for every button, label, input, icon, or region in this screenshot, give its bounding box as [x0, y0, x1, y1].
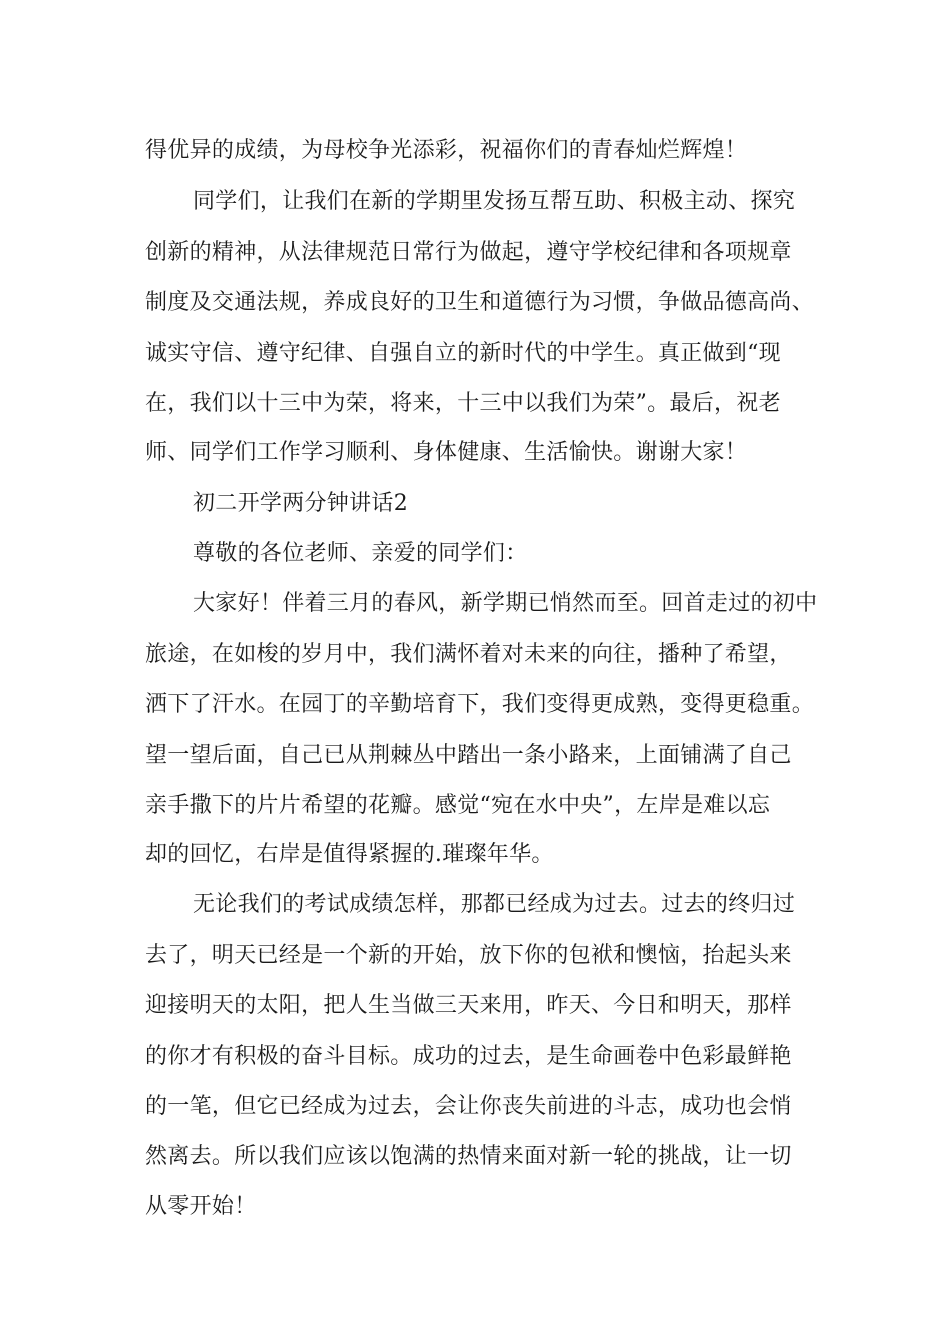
- text-line: 从零开始！: [145, 1194, 257, 1219]
- text-line: 的你才有积极的奋斗目标。成功的过去，是生命画卷中色彩最鲜艳: [145, 1044, 792, 1069]
- text-line: 制度及交通法规，养成良好的卫生和道德行为习惯，争做品德高尚、: [145, 290, 815, 315]
- section-heading: 初二开学两分钟讲话2: [193, 491, 408, 516]
- text-line: 在，我们以十三中为荣，将来，十三中以我们为荣”。最后，祝老: [145, 391, 781, 416]
- text-line: 的一笔，但它已经成为过去，会让你丧失前进的斗志，成功也会悄: [145, 1094, 792, 1119]
- text-line: 创新的精神，从法律规范日常行为做起，遵守学校纪律和各项规章: [145, 240, 792, 265]
- text-line: 却的回忆，右岸是值得紧握的.璀璨年华。: [145, 842, 554, 867]
- text-line: 望一望后面，自己已从荆棘丛中踏出一条小路来，上面铺满了自己: [145, 743, 792, 768]
- paragraph-start: 无论我们的考试成绩怎样，那都已经成为过去。过去的终归过: [193, 892, 796, 917]
- text-line: 得优异的成绩，为母校争光添彩，祝福你们的青春灿烂辉煌！: [145, 138, 748, 163]
- text-line: 亲手撒下的片片希望的花瓣。感觉“宛在水中央”，左岸是难以忘: [145, 793, 771, 818]
- paragraph-start: 同学们，让我们在新的学期里发扬互帮互助、积极主动、探究: [193, 189, 796, 214]
- text-line: 洒下了汗水。在园丁的辛勤培育下，我们变得更成熟，变得更稳重。: [145, 692, 815, 717]
- paragraph-start: 大家好！伴着三月的春风，新学期已悄然而至。回首走过的初中: [193, 591, 818, 616]
- text-line: 诚实守信、遵守纪律、自强自立的新时代的中学生。真正做到“现: [145, 341, 781, 366]
- text-line: 师、同学们工作学习顺利、身体健康、生活愉快。谢谢大家！: [145, 440, 748, 465]
- text-line: 迎接明天的太阳，把人生当做三天来用，昨天、今日和明天，那样: [145, 993, 792, 1018]
- text-line: 然离去。所以我们应该以饱满的热情来面对新一轮的挑战，让一切: [145, 1144, 792, 1169]
- text-line: 去了，明天已经是一个新的开始，放下你的包袱和懊恼，抬起头来: [145, 943, 792, 968]
- salutation: 尊敬的各位老师、亲爱的同学们：: [193, 541, 528, 566]
- text-line: 旅途，在如梭的岁月中，我们满怀着对未来的向往，播种了希望，: [145, 642, 792, 667]
